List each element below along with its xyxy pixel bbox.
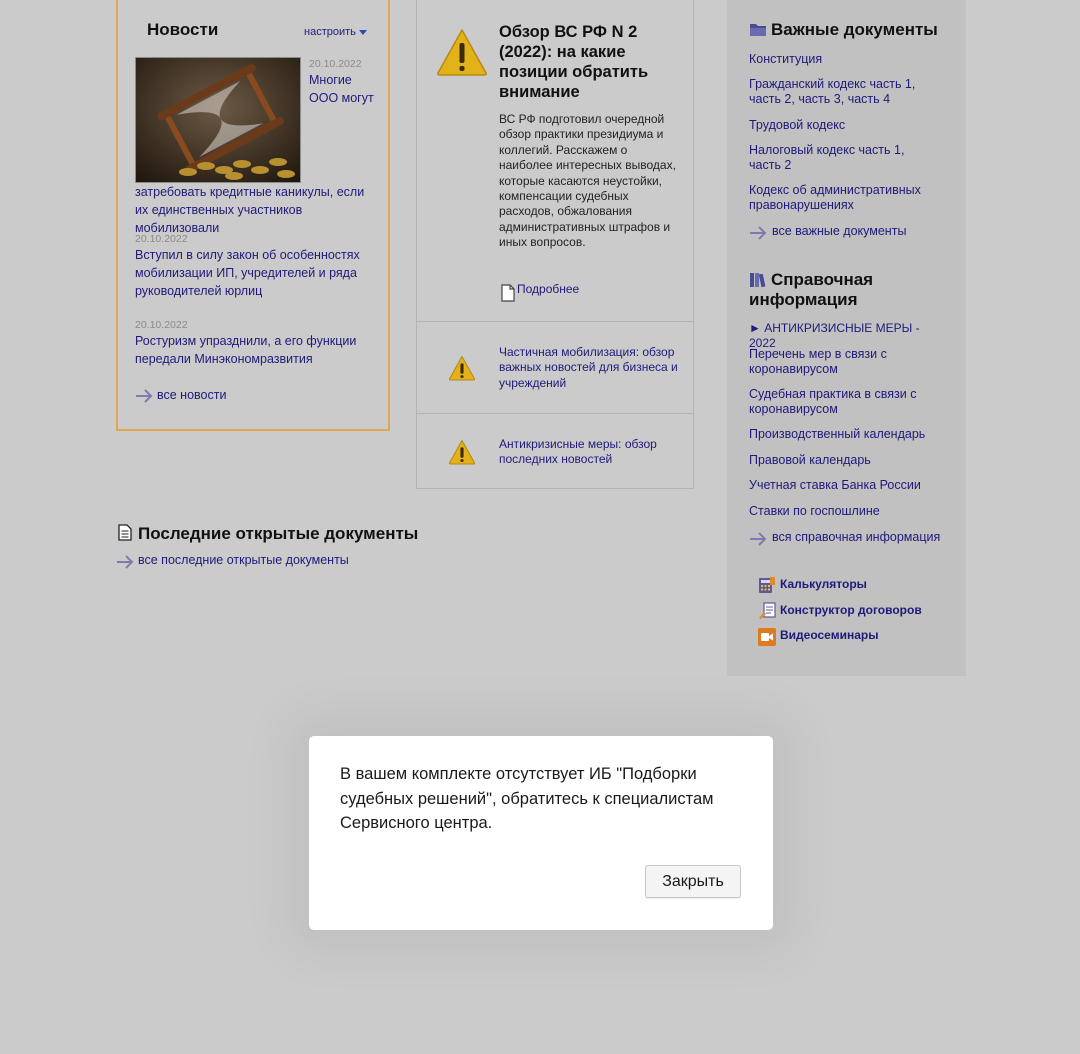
review-item-link[interactable]: Частичная мобилизация: обзор важных новостей для бизнеса и учреждений [499,345,678,390]
all-news-link[interactable]: все новости [157,388,227,402]
link-tax-code-1[interactable]: Налоговый кодекс часть 1 [749,143,901,157]
link-civil-code-4[interactable]: часть 4 [847,92,891,106]
review-panel [416,0,694,489]
document-icon [118,524,132,541]
review-description: ВС РФ подготовил очередной обзор практики президиума и коллегий. Расскажем о наиболее интересных выводах, которые касаются неустойки, компенсации судебных расходов, обжалования административных штрафов и иных вопросов. [499,112,676,250]
folder-icon [749,22,767,37]
link-civil-code-1[interactable]: Гражданский кодекс часть 1 [749,77,912,91]
news-settings-link[interactable] [304,26,367,38]
read-more-link[interactable]: Подробнее [517,282,580,296]
link-civil-code-2[interactable]: часть 2 [749,92,792,106]
calculator-icon [758,576,776,594]
chevron-down-icon [359,30,367,35]
float-spacer [135,71,309,183]
tool-calculators[interactable]: Калькуляторы [780,577,867,591]
video-icon [758,628,776,646]
link-civil-code-3[interactable]: часть 3 [798,92,841,106]
arrow-right-icon [749,225,767,241]
tool-webinars[interactable]: Видеосеминары [780,628,879,642]
news-date: 20.10.2022 [135,319,188,331]
divider [417,321,693,322]
all-important-docs-link[interactable]: все важные документы [772,224,907,238]
link-anticrisis[interactable]: ► АНТИКРИЗИСНЫЕ МЕРЫ - 2022 [749,321,920,350]
contract-builder-icon [758,602,776,620]
important-docs-title: Важные документы [771,20,938,39]
news-item-text[interactable]: Вступил в силу закон об особенностях мобилизации ИП, учредителей и ряда руководителей юрлиц [135,248,360,298]
link-tax-code-2[interactable]: часть 2 [749,158,792,172]
arrow-right-icon [749,531,767,547]
warning-icon [436,27,488,77]
link-covid-measures[interactable]: Перечень мер в связи с коронавирусом [749,347,887,376]
link-state-duty[interactable]: Ставки по госпошлине [749,504,880,518]
link-civil-code [749,77,949,107]
comma: , [791,92,799,106]
reference-title: Справочная информация [749,270,874,309]
close-button[interactable]: Закрыть [645,865,741,898]
news-panel [116,0,390,431]
news-item-text[interactable]: Многие ООО могут затребовать кредитные каникулы, если их единственных участников мобилизовали [135,73,374,235]
divider [417,413,693,414]
comma: , [900,143,905,157]
news-title: Новости [147,20,219,39]
link-bank-rate[interactable]: Учетная ставка Банка России [749,478,921,492]
review-item-link[interactable]: Антикризисные меры: обзор последних новостей [499,437,657,467]
info-dialog [309,736,773,930]
dialog-message: В вашем комплекте отсутствует ИБ "Подборки судебных решений", обратитесь к специалистам Сервисного центра. [340,765,714,832]
news-settings-label: настроить [304,26,356,38]
news-date: 20.10.2022 [309,58,362,70]
comma: , [840,92,848,106]
link-production-calendar[interactable]: Производственный календарь [749,427,926,441]
news-item[interactable] [135,71,380,237]
warning-icon [448,439,476,465]
link-labor-code[interactable]: Трудовой кодекс [749,118,846,132]
news-item-text[interactable]: Ростуризм упразднили, а его функции передали Минэкономразвития [135,334,357,366]
arrow-right-icon [135,388,153,404]
warning-icon [448,355,476,381]
news-date: 20.10.2022 [135,233,188,245]
recent-docs-title: Последние открытые документы [138,524,419,543]
link-tax-code [749,143,949,173]
tool-contract-builder[interactable]: Конструктор договоров [780,603,922,617]
document-icon [501,284,515,302]
all-recent-docs-link[interactable]: все последние открытые документы [138,553,349,567]
sidebar [727,0,966,676]
link-covid-court[interactable]: Судебная практика в связи с коронавирусом [749,387,917,416]
review-title[interactable]: Обзор ВС РФ N 2 (2022): на какие позиции обратить внимание [499,23,649,101]
comma: , [911,77,916,91]
arrow-right-icon [116,554,134,570]
link-legal-calendar[interactable]: Правовой календарь [749,453,871,467]
link-constitution[interactable]: Конституция [749,52,823,66]
all-reference-link[interactable]: вся справочная информация [772,530,941,544]
link-admin-code[interactable]: Кодекс об административных правонарушениях [749,183,921,212]
